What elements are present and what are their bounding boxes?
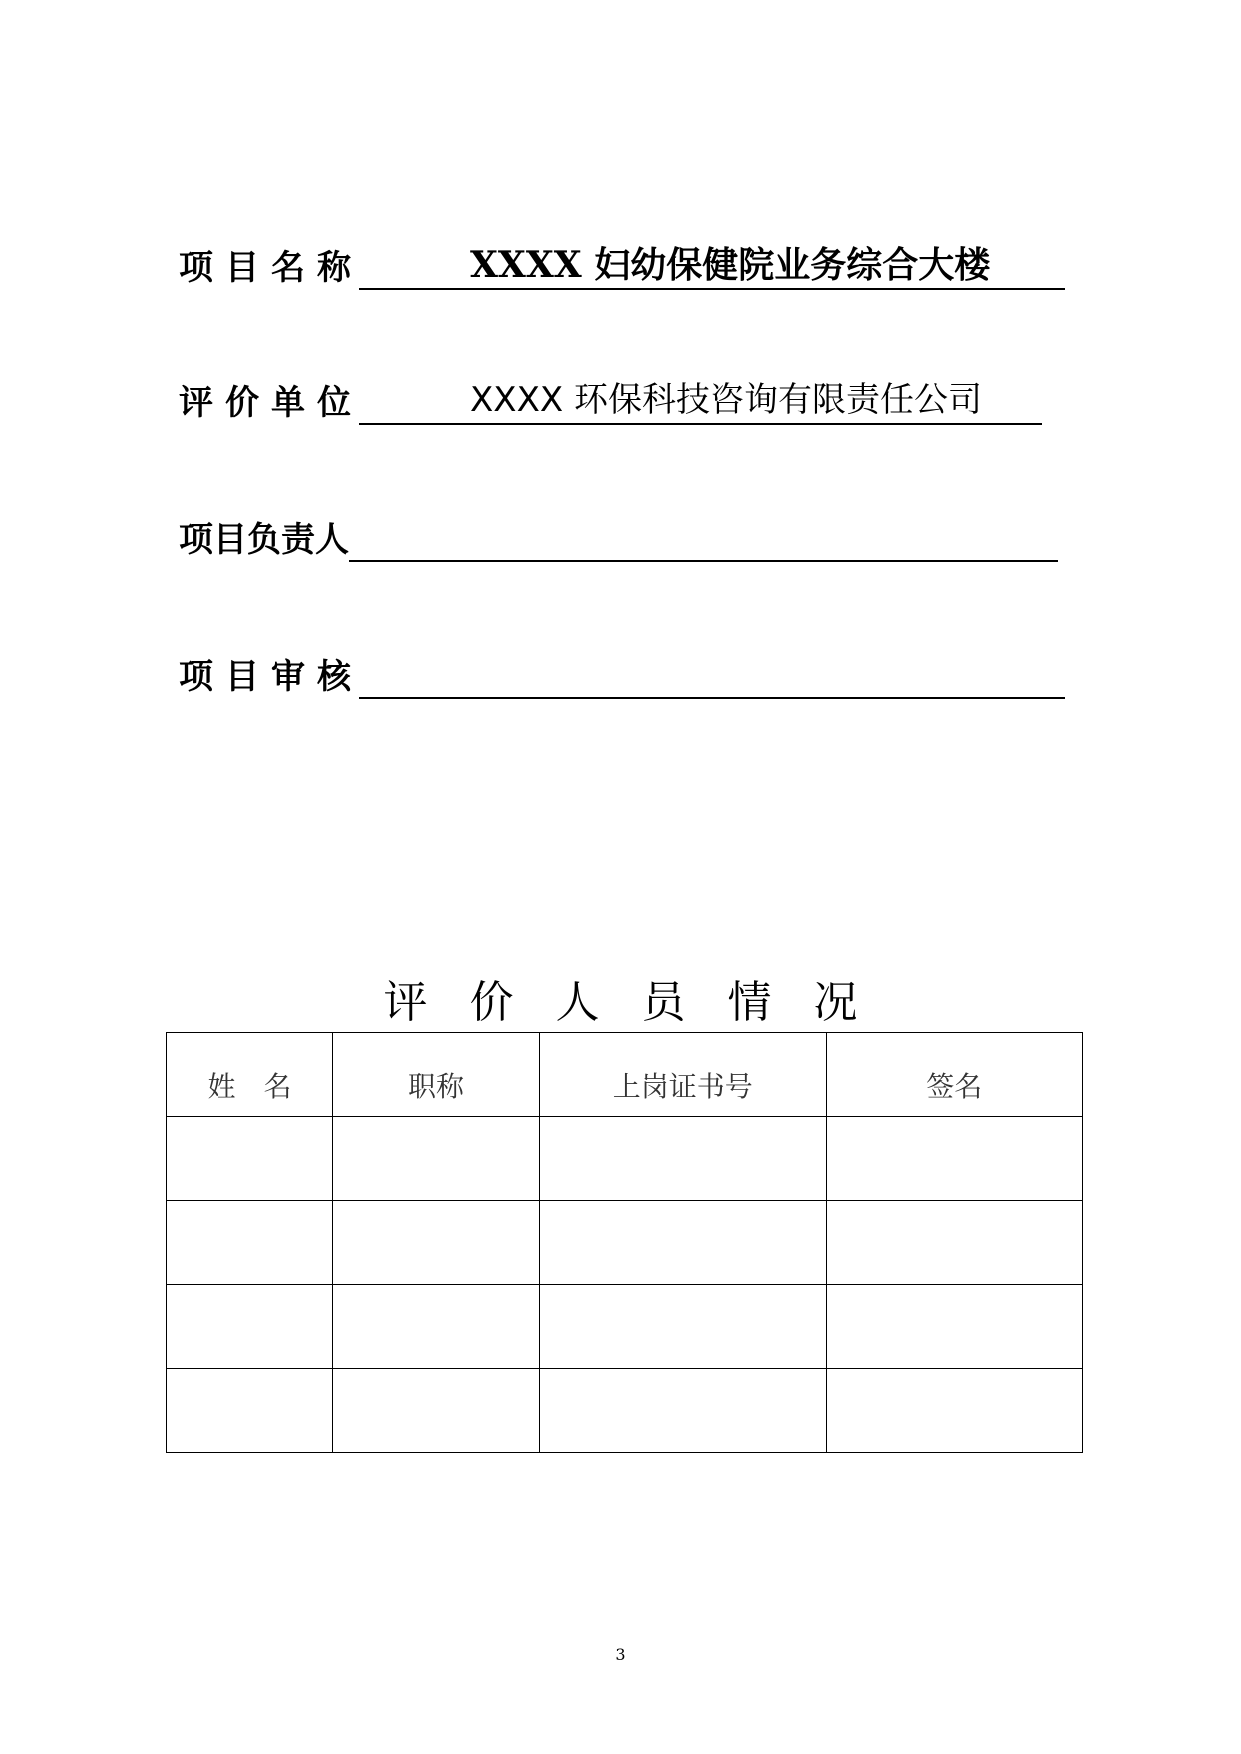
- header-title-label: 职称: [407, 1069, 464, 1103]
- header-signature-label: 签名: [926, 1069, 983, 1103]
- project-review-row: [0, 647, 1241, 707]
- header-cell-name: [167, 1033, 333, 1117]
- project-leader-underline: [349, 560, 1058, 562]
- evaluation-unit-underline: [359, 423, 1042, 425]
- table-cell: [540, 1201, 827, 1285]
- project-review-underline: [359, 697, 1065, 699]
- header-cell-title: [332, 1033, 539, 1117]
- table-cell: [826, 1201, 1082, 1285]
- table-row: [167, 1369, 1083, 1453]
- project-name-row: [0, 238, 1241, 298]
- page-number: 3: [615, 1645, 626, 1664]
- evaluation-unit-value: XXXX 环保科技咨询有限责任公司: [470, 380, 982, 420]
- header-name-label: 姓 名: [207, 1069, 292, 1103]
- evaluation-unit-label: 评价单位: [179, 383, 363, 423]
- project-leader-label: 项目负责人: [179, 520, 349, 560]
- project-name-label: 项目名称: [179, 248, 363, 288]
- table-cell: [826, 1285, 1082, 1369]
- table-cell: [540, 1117, 827, 1201]
- table-cell: [167, 1201, 333, 1285]
- project-name-value: XXXX 妇幼保健院业务综合大楼: [470, 244, 991, 286]
- table-cell: [167, 1369, 333, 1453]
- table-cell: [540, 1369, 827, 1453]
- header-certificate-label: 上岗证书号: [612, 1069, 753, 1103]
- section-title: 评价人员情况: [383, 977, 900, 1028]
- table-cell: [332, 1369, 539, 1453]
- project-leader-row: [0, 510, 1241, 570]
- header-cell-signature: [826, 1033, 1082, 1117]
- table-cell: [332, 1201, 539, 1285]
- table-cell: [332, 1117, 539, 1201]
- table-row: [167, 1201, 1083, 1285]
- staff-table: [166, 1032, 1083, 1453]
- project-review-label: 项目审核: [179, 657, 363, 697]
- table-header-row: [167, 1033, 1083, 1117]
- table-cell: [540, 1285, 827, 1369]
- table-cell: [826, 1117, 1082, 1201]
- table-row: [167, 1117, 1083, 1201]
- table-cell: [332, 1285, 539, 1369]
- table-cell: [167, 1117, 333, 1201]
- table-cell: [826, 1369, 1082, 1453]
- project-name-underline: [359, 288, 1065, 290]
- table-row: [167, 1285, 1083, 1369]
- table-cell: [167, 1285, 333, 1369]
- header-cell-certificate: [540, 1033, 827, 1117]
- evaluation-unit-row: [0, 373, 1241, 433]
